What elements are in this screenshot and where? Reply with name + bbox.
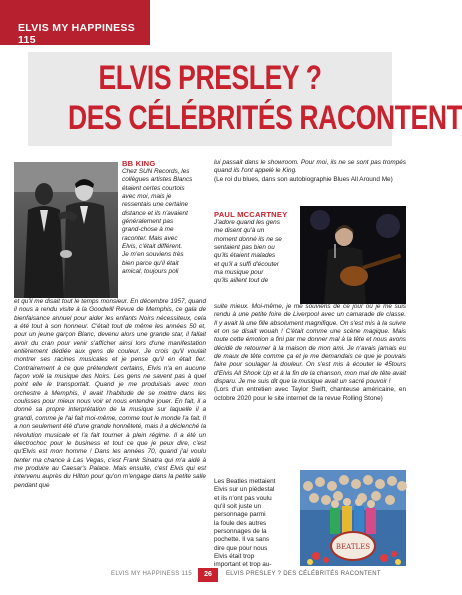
mccartney-intro-line-1: me disent qu'à un [214,227,265,235]
elvis-bbking-photo [14,162,118,298]
bbking-intro-line-11: bien parce qu'il était [122,259,179,267]
beatles-line-6: personnages de la [214,528,267,536]
mccartney-intro-line-4: qu'ils étaient malades [214,252,276,260]
beatles-line-5: la foule des autres [214,519,267,527]
mccartney-photo [300,206,406,304]
bbking-intro-line-7: grand-chose à me [122,226,174,234]
page-number: 26 [198,568,218,582]
bbking-heading: BB KING [122,159,156,168]
beatles-line-9: Elvis était trop [214,553,255,561]
section-header [0,0,150,45]
mccartney-intro-line-6: ma musique pour [214,269,264,277]
bbking-continued-column [214,159,406,184]
beatles-line-4: personnage parmi [214,511,266,519]
mccartney-body-column [214,303,406,403]
mccartney-source: (Lors d'un entretien avec Taylor Swift, chanteuse américaine, en octobre 2020 pour le site internet de la revue Rolling Stone) [214,386,406,402]
mccartney-heading: PAUL MCCARTNEY [214,210,288,219]
bbking-intro-line-8: raconter. Mais avec [122,234,178,242]
mccartney-image [300,206,406,304]
bbking-intro-line-5: distance et ils n'avaient [122,209,188,217]
mccartney-intro-line-3: sentaient pas bien ou [214,244,275,252]
bbking-intro-line-2: étaient certes courtois [122,184,185,192]
bbking-intro-line-12: amical, toujours poli [122,268,179,276]
mccartney-intro-line-5: et qu'il a suffi d'écouter [214,260,279,268]
bbking-source: (Le roi du blues, dans son autobiographie Blues All Around Me) [214,175,393,183]
mccartney-body: suite mieux. Moi-même, je me souviens de ce jour où je me suis rendu à une petite foire de Liverpool avec un camarade de classe. Il y avait là une fille absolument magnifique. On s'est mis à la suivre et on se disait wouah ! C'était comme une scène magique. Mais toute cette émotion a fini par me donner mal à la tête et nous avons décidé de retourner à la maison de mon ami. Je n'avais jamais eu de maux de tête comme ça et je me demandais ce que je pouvais faire pour soulager la douleur. On s'est mis à écouter le 45tours d'Elvis All Shook Up et à la fin de la chanson, mon mal de tête avait disparu. Je me suis dit que la musique avait un sacré pouvoir ! [214,303,406,386]
album-logo-text: BEATLES [335,543,371,551]
album-art [300,470,406,566]
beatles-line-1: Elvis sur un piédestal [214,486,275,494]
section-label: ELVIS MY HAPPINESS 115 [18,22,136,46]
beatles-line-2: et ils n'ont pas voulu [214,494,272,502]
bbking-intro-column [122,159,206,276]
beatles-line-8: dire que pour nous [214,544,268,552]
bbking-intro-line-10: Je m'en souviens très [122,251,184,259]
bbking-intro-line-9: Elvis, c'était différent. [122,243,183,251]
bbking-continued: lui passait dans le showroom. Pour moi, ils ne se sont pas trompés quand ils l'ont appelé le King. [214,159,406,175]
headline-line1: ELVIS PRESLEY ? [98,59,322,97]
page-footer [0,568,420,584]
mccartney-intro-line-2: moment donné ils ne se [214,235,282,243]
mccartney-intro-column [214,210,298,286]
sgt-pepper-album-cover [300,470,406,566]
beatles-line-10: important et trop au- [214,561,272,569]
bbking-body-column [14,298,206,490]
footer-magazine-name: ELVIS MY HAPPINESS 115 [111,571,192,577]
bbking-intro-line-0: Chez SUN Records, les [122,168,190,175]
bbking-intro-line-6: généralement pas [122,218,174,226]
bbking-body: et qu'il me disait tout le temps monsieur. En décembre 1957, quand il nous a rendu visite à la Goodwill Revue de Memphis, ce gala de bienfaisance annuel pour aider les enfants Noirs nécessiteux, cela a été tout à son honneur. C'était tout de même les années 50 et, pour un jeune garçon Blanc, devenu alors une grande star, il fallait avoir du cran pour venir s'afficher ainsi lors d'une manifestation entièrement dédiée aux gens de couleur. Je crois qu'il voulait montrer ses racines musicales et je pense qu'il en était fier. Contrairement à ce que prétendent certains, Elvis n'a en aucune façon volé la musique des Noirs. Les gens ne savent pas à quel point elle le transportait. Quand je me produisais avec mon orchestre à Memphis, il avait l'habitude de se mettre dans les coulisses pour mieux nous voir et nous entendre jouer. En fait, il a donné sa propre interprétation de la musique sur laquelle il a grandi, comme je l'ai fait moi-même, comme tout le monde l'a fait. Il a non seulement été d'une grande honnêteté, mais il a déclenché la révolution musicale et l'a fait tourner à plein régime. Il a été un électrochoc pour le business et tout ce que je peux dire, c'est qu'Elvis est mon homme ! Dans les années 70, quand j'ai voulu tenter ma chance à Las Vegas, c'est Frank Sinatra qui m'a aidé à me produire au Caesar's Palace. Mais ensuite, c'est Elvis qui est intervenu auprès du Hilton pour qu'on m'engage dans la petite salle pendant que [14,298,206,489]
mccartney-intro-line-0: J'adore quand les gens [214,219,280,226]
headline-line2: DES CÉLÉBRITÉS RACONTENT [68,99,462,137]
title-box [28,52,462,146]
beatles-line-7: pochette. Il va sans [214,536,270,544]
beatles-line-3: qu'il soit juste un [214,503,262,511]
elvis-bbking-image [14,162,118,298]
bbking-intro-line-4: ressentais une certaine [122,201,189,209]
bbking-intro-line-3: avec moi, mais je [122,193,172,201]
mccartney-intro-line-7: qu'ils aillent tout de [214,277,269,285]
bbking-intro-line-1: collègues artistes Blancs [122,176,193,184]
footer-article-title: ELVIS PRESLEY ? DES CÉLÉBRITÉS RACONTENT [226,571,381,577]
beatles-column [214,478,298,570]
beatles-line-0: Les Beatles mettaient [214,478,276,485]
